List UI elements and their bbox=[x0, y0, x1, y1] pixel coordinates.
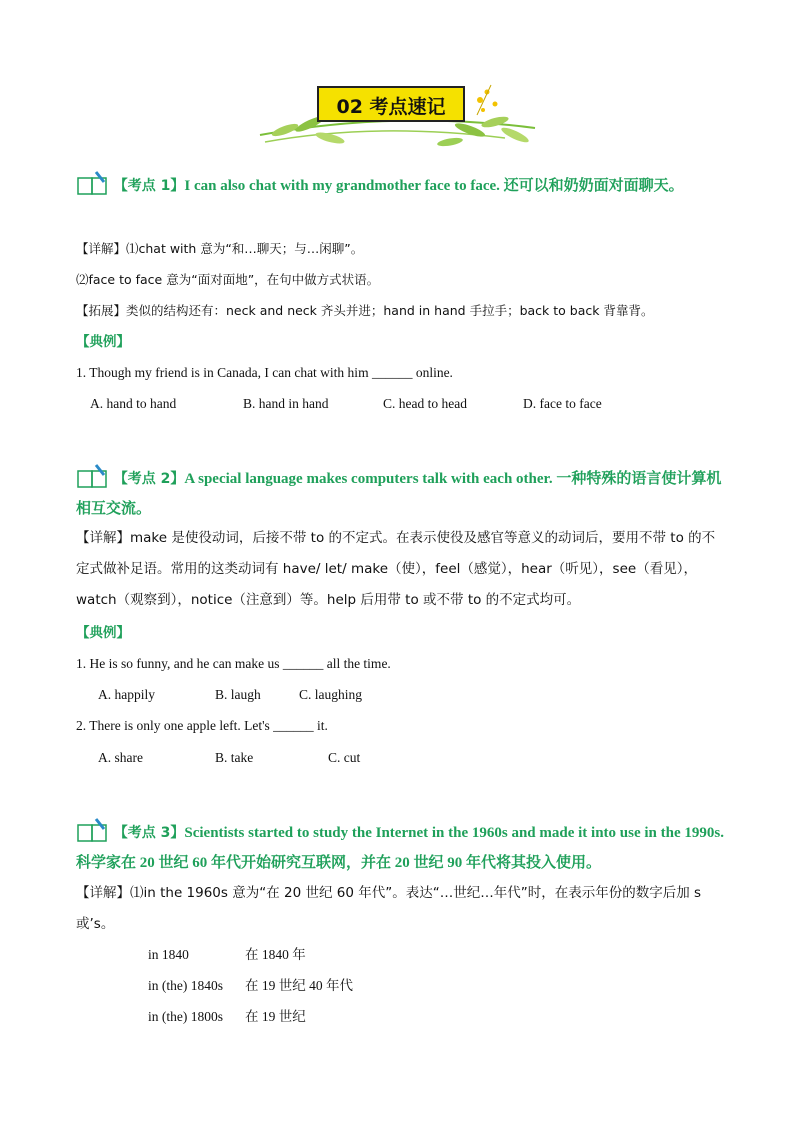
section-1-example-label: 【典例】 bbox=[76, 334, 130, 350]
section-1-q1-option-b: B. hand in hand bbox=[243, 396, 329, 411]
section-2-q1-option-b: B. laugh bbox=[215, 687, 261, 702]
book-pen-icon bbox=[76, 170, 110, 196]
section-1-title bbox=[76, 170, 726, 201]
section-2-question-2: 2. There is only one apple left. Let's ______ it. bbox=[76, 718, 328, 733]
section-1-q1-option-d: D. face to face bbox=[523, 396, 602, 411]
section-1-q1-option-a: A. hand to hand bbox=[90, 396, 177, 411]
section-2-title bbox=[76, 463, 726, 524]
section-3-heading: Scientists started to study the Internet in the 1960s and made it into use in the 1990s. 科学家在 20 世纪 60 年代开始研究互联网，并在 20 世纪 90 年代将其投入使用。 bbox=[76, 825, 724, 871]
book-pen-icon bbox=[76, 463, 110, 489]
section-1-extend: 【拓展】类似的结构还有：neck and neck 齐头并进；hand in hand 手拉手；back to back 背靠背。 bbox=[76, 303, 654, 318]
section-3-detail: 【详解】⑴in the 1960s 意为“在 20 世纪 60 年代”。表达“…世纪…年代”时，在表示年份的数字后加 s 或’s。 bbox=[76, 885, 702, 932]
section-2-label: 【考点 2】 bbox=[113, 471, 185, 487]
decade-table-row-2-en: in (the) 1840s bbox=[148, 978, 223, 993]
page-title: 02 考点速记 bbox=[336, 96, 446, 118]
section-1-heading: I can also chat with my grandmother face to face. 还可以和奶奶面对面聊天。 bbox=[184, 178, 684, 194]
section-banner bbox=[255, 80, 540, 155]
section-1-question-1: 1. Though my friend is in Canada, I can chat with him ______ online. bbox=[76, 365, 453, 380]
section-2-q2-option-a: A. share bbox=[98, 750, 143, 765]
section-3-title bbox=[76, 817, 726, 878]
section-1-detail-1: 【详解】⑴chat with 意为“和…聊天；与…闲聊”。 bbox=[76, 241, 364, 256]
section-1-q1-option-c: C. head to head bbox=[383, 396, 467, 411]
decade-table-row-1-en: in 1840 bbox=[148, 947, 189, 962]
section-1-label: 【考点 1】 bbox=[113, 178, 185, 194]
section-2-q2-option-b: B. take bbox=[215, 750, 254, 765]
book-pen-icon bbox=[76, 817, 110, 843]
section-1-detail-2: ⑵face to face 意为“面对面地”，在句中做方式状语。 bbox=[76, 272, 380, 287]
section-2-example-label: 【典例】 bbox=[76, 625, 130, 641]
section-2-detail: 【详解】make 是使役动词，后接不带 to 的不定式。在表示使役及感官等意义的动词后，要用不带 to 的不定式做补足语。常用的这类动词有 have/ let/ make（使），feel（感觉），hear（听见），see（看见），watch（观察到），notice（注意到）等。help 后用带 to 或不带 to 的不定式均可。 bbox=[76, 530, 716, 608]
section-2-q2-option-c: C. cut bbox=[328, 750, 361, 765]
section-title-box bbox=[317, 86, 465, 122]
section-3-label: 【考点 3】 bbox=[113, 825, 185, 841]
section-2-question-1: 1. He is so funny, and he can make us ______ all the time. bbox=[76, 656, 391, 671]
section-2-q1-option-c: C. laughing bbox=[299, 687, 362, 702]
section-2-heading: A special language makes computers talk with each other. 一种特殊的语言使计算机相互交流。 bbox=[76, 471, 722, 517]
decade-table-row-3-en: in (the) 1800s bbox=[148, 1009, 223, 1024]
decade-table-row-2-zh: 在 19 世纪 40 年代 bbox=[245, 978, 353, 993]
decade-table-row-1-zh: 在 1840 年 bbox=[245, 947, 306, 962]
section-2-q1-option-a: A. happily bbox=[98, 687, 155, 702]
decade-table-row-3-zh: 在 19 世纪 bbox=[245, 1009, 306, 1024]
